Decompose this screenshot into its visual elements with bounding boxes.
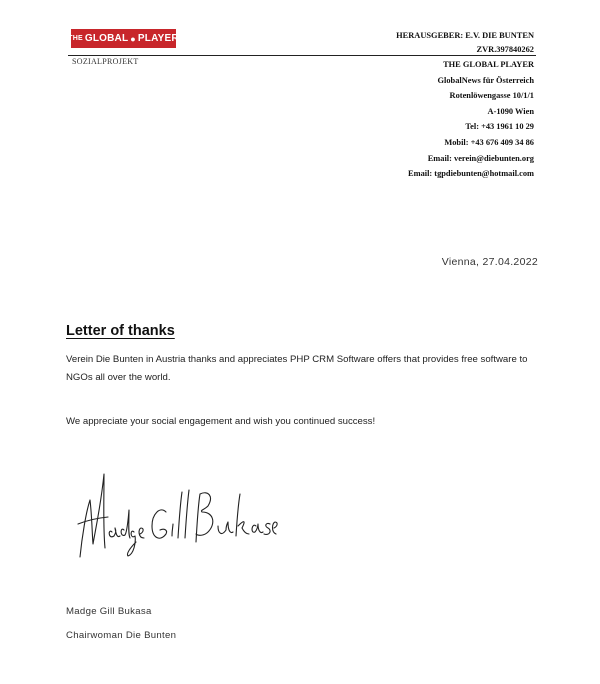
contact-org: THE GLOBAL PLAYER <box>443 60 534 69</box>
contact-email-1[interactable]: Email: verein@diebunten.org <box>427 153 534 163</box>
global-player-logo <box>68 29 179 48</box>
contact-tagline: GlobalNews für Österreich <box>437 75 534 85</box>
letter-paragraph-1: Verein Die Bunten in Austria thanks and appreciates PHP CRM Software offers that provides free software to NGOs all over the world. <box>66 354 528 383</box>
handwritten-signature <box>68 462 278 572</box>
publisher-block <box>396 29 534 57</box>
contact-email-2[interactable]: Email: tgpdiebunten@hotmail.com <box>408 169 534 179</box>
logo-player: PLAYER <box>137 33 179 44</box>
letter-title: Letter of thanks <box>66 323 175 339</box>
globe-icon: ● <box>130 33 136 44</box>
logo-subtitle: SOZIALPROJEKT <box>72 57 139 66</box>
contact-city: A-1090 Wien <box>487 106 534 116</box>
publisher-line: HERAUSGEBER: E.V. DIE BUNTEN <box>396 31 534 40</box>
contact-block <box>408 57 534 182</box>
logo-the: THE <box>68 35 83 42</box>
contact-mobile: Mobil: +43 676 409 34 86 <box>444 137 534 147</box>
logo-global: GLOBAL <box>84 33 129 44</box>
signer-role: Chairwoman Die Bunten <box>66 630 177 641</box>
zvr-number: ZVR.397840262 <box>476 45 534 54</box>
contact-tel: Tel: +43 1961 10 29 <box>465 122 534 132</box>
letter-date: Vienna, 27.04.2022 <box>441 256 538 268</box>
contact-street: Rotenlöwengasse 10/1/1 <box>449 91 534 101</box>
letter-paragraph-2: We appreciate your social engagement and wish you continued success! <box>66 416 376 427</box>
signer-name: Madge Gill Bukasa <box>66 606 152 617</box>
